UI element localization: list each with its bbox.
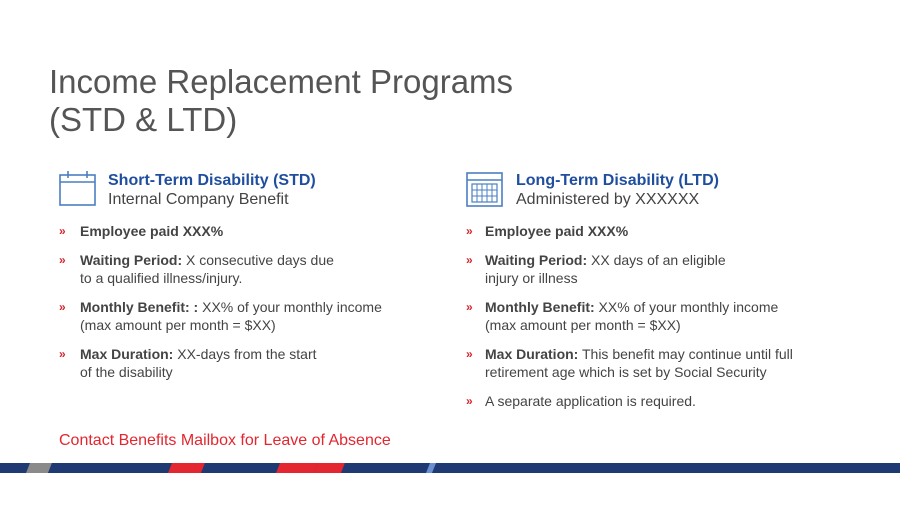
ltd-bullet-list: [466, 222, 846, 421]
bullet-text-continued: (max amount per month = $XX): [80, 317, 276, 333]
std-subtitle: Internal Company Benefit: [108, 191, 289, 208]
bullet-chevron-icon: »: [466, 224, 473, 238]
bullet-label: Max Duration:: [485, 346, 579, 362]
calendar-icon: [59, 170, 96, 207]
ltd-bullet-waiting-period: [466, 251, 846, 287]
bullet-text: X consecutive days due: [182, 252, 334, 268]
bullet-label: Employee paid XXX%: [485, 223, 629, 239]
bullet-chevron-icon: »: [466, 347, 473, 361]
ltd-bullet-employee-paid: [466, 222, 846, 240]
bullet-text: This benefit may continue until full: [578, 346, 793, 362]
page-title: [49, 63, 749, 139]
page-title-line1: Income Replacement Programs: [49, 63, 514, 100]
ltd-section: [466, 170, 846, 409]
bullet-text-continued: of the disability: [80, 364, 173, 380]
calendar-grid-icon: [466, 170, 503, 207]
bullet-text: XX-days from the start: [173, 346, 317, 362]
bullet-label: Max Duration:: [80, 346, 174, 362]
bullet-text-continued: to a qualified illness/injury.: [80, 270, 243, 286]
ltd-subtitle: Administered by XXXXXX: [516, 191, 700, 208]
std-section: [59, 170, 439, 380]
bullet-label: Monthly Benefit:: [485, 299, 595, 315]
bullet-text: XX% of your monthly income: [594, 299, 779, 315]
std-bullet-list: [59, 222, 439, 392]
bullet-text: A separate application is required.: [485, 393, 696, 409]
footer-stripe: [0, 463, 900, 473]
bullet-chevron-icon: »: [466, 253, 473, 267]
bullet-text-continued: retirement age which is set by Social Security: [485, 364, 767, 380]
std-header: [59, 170, 439, 210]
bullet-text-continued: injury or illness: [485, 270, 578, 286]
bullet-label: Waiting Period:: [80, 252, 183, 268]
std-bullet-monthly-benefit: [59, 298, 439, 334]
bullet-label: Monthly Benefit: :: [80, 299, 199, 315]
ltd-bullet-monthly-benefit: [466, 298, 846, 334]
std-bullet-max-duration: [59, 345, 439, 381]
ltd-title: Long-Term Disability (LTD): [516, 172, 719, 189]
contact-benefits-notice: Contact Benefits Mailbox for Leave of Absence: [59, 432, 391, 449]
bullet-text: XX% of your monthly income: [198, 299, 382, 315]
std-title: Short-Term Disability (STD): [108, 172, 316, 189]
bullet-chevron-icon: »: [59, 347, 66, 361]
bullet-text-continued: (max amount per month = $XX): [485, 317, 681, 333]
bullet-chevron-icon: »: [59, 253, 66, 267]
bullet-chevron-icon: »: [59, 224, 66, 238]
std-bullet-employee-paid: [59, 222, 439, 240]
bullet-chevron-icon: »: [59, 300, 66, 314]
bullet-label: Employee paid XXX%: [80, 223, 224, 239]
bullet-text: XX days of an eligible: [587, 252, 726, 268]
bullet-chevron-icon: »: [466, 300, 473, 314]
ltd-header: [466, 170, 846, 210]
bullet-label: Waiting Period:: [485, 252, 588, 268]
ltd-bullet-max-duration: [466, 345, 846, 381]
bullet-chevron-icon: »: [466, 394, 473, 408]
page-title-line2: (STD & LTD): [49, 101, 238, 138]
std-bullet-waiting-period: [59, 251, 439, 287]
ltd-bullet-separate-application: [466, 392, 846, 410]
